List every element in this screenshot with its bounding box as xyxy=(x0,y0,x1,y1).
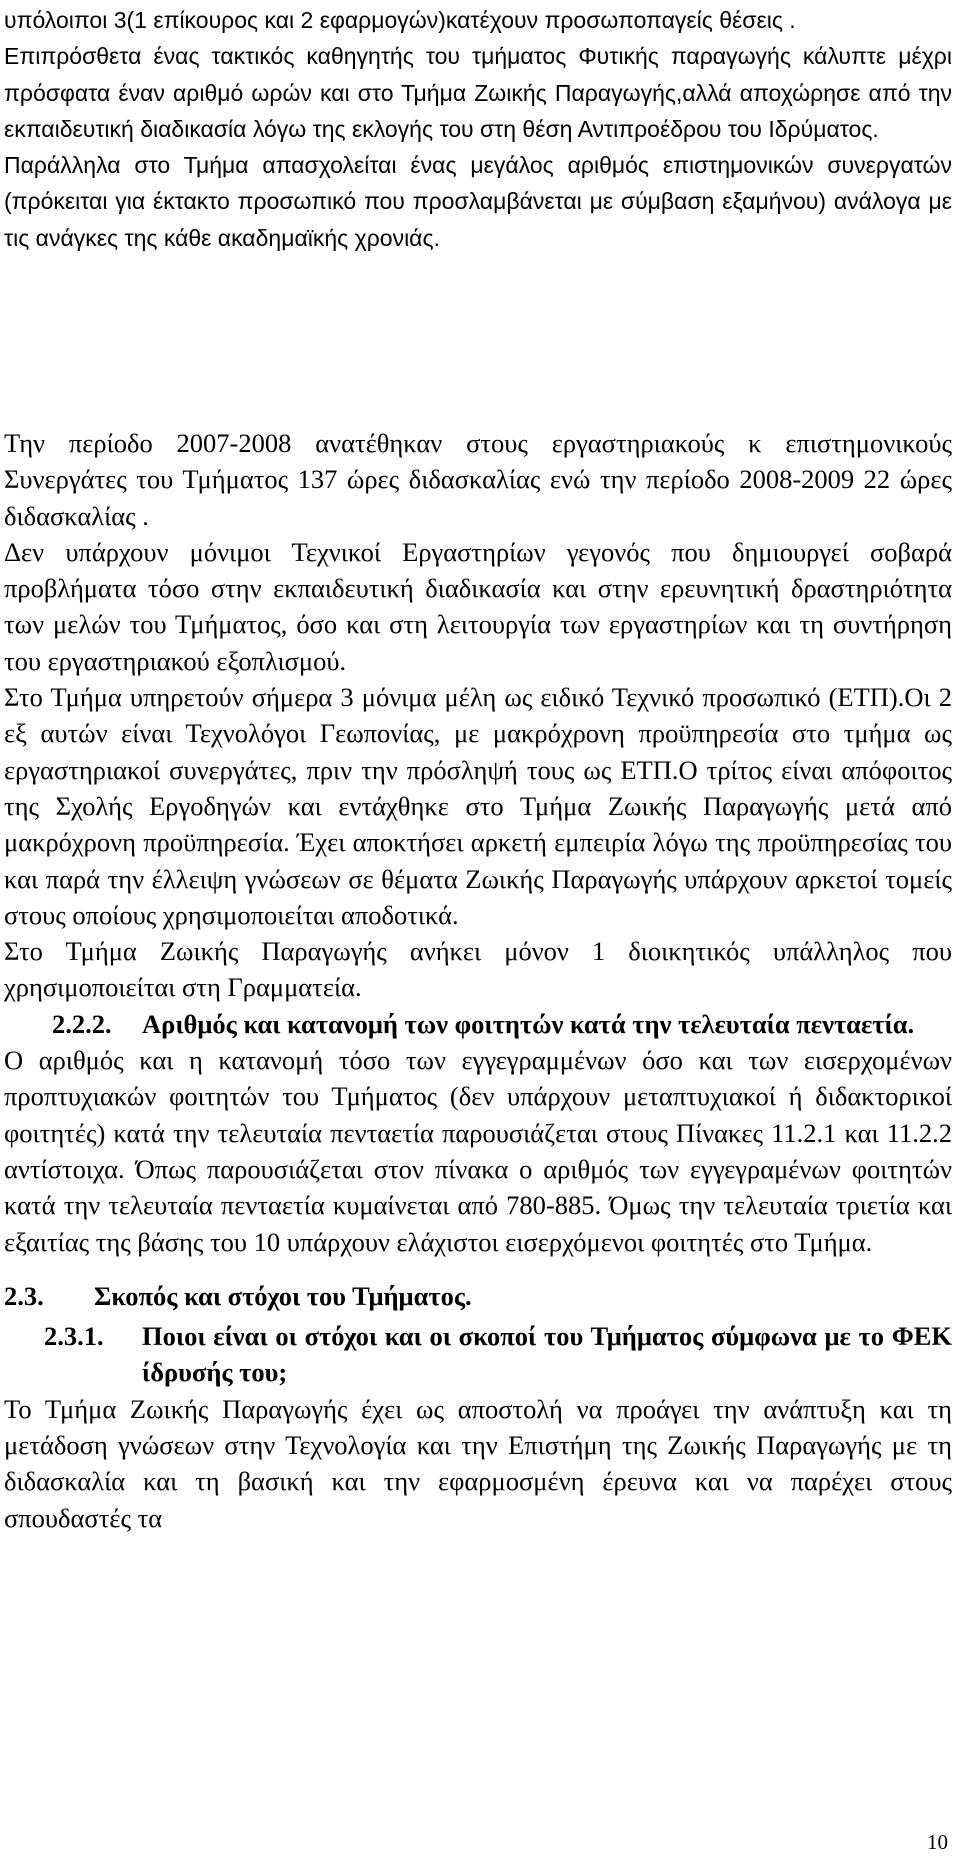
heading-text: Ποιοι είναι οι στόχοι και οι σκοποί του Τμήματος σύμφωνα με το ΦΕΚ ίδρυσής του; xyxy=(142,1321,952,1388)
paragraph-scientific-associates: Παράλληλα στο Τμήμα απασχολείται ένας μεγάλος αριθμός επιστημονικών συνεργατών (πρόκειται για έκτακτο προσωπικό που προσλαμβάνεται με σύμβαση εξαμήνου) ανάλογα με τις ανάγκες της κάθε ακαδημαϊκής χρονιάς. xyxy=(4,152,952,251)
paragraph-administrative: Στο Τμήμα Ζωικής Παραγωγής ανήκει μόνον 1 διοικητικός υπάλληλος που χρησιμοποιείται στη Γραμματεία. xyxy=(4,936,952,1003)
paragraph-lab-technicians: Δεν υπάρχουν μόνιμοι Τεχνικοί Εργαστηρίων γεγονός που δημιουργεί σοβαρά προβλήματα τόσο στην εκπαιδευτική διαδικασία και στην ερευνητική δραστηριότητα των μελών του Τμήματος, όσο και στη λειτουργία των εργαστηρίων και τη συντήρηση του εργαστηριακού εξοπλισμού. xyxy=(4,536,952,676)
paragraph-teaching-hours: Την περίοδο 2007-2008 ανατέθηκαν στους εργαστηριακούς κ επιστημονικούς Συνεργάτες του Τμήματος 137 ώρες διδασκαλίας ενώ την περίοδο 2008-2009 22 ώρες διδασκαλίας . xyxy=(4,428,952,531)
paragraph-student-distribution: Ο αριθμός και η κατανομή τόσο των εγγεγραμμένων όσο και των εισερχομένων προπτυχιακών φοιτητών του Τμήματος (δεν υπάρχουν μεταπτυχιακοί ή διδακτορικοί φοιτητές) κατά την τελευταία πενταετία παρουσιάζεται στους Πίνακες 11.2.1 και 11.2.2 αντίστοιχα. Όπως παρουσιάζεται στον πίνακα ο αριθμός των εγγεγραμένων φοιτητών κατά την τελευταία πενταετία κυμαίνεται από 780-885. Όμως την τελευταία τριετία και εξαιτίας της βάσης του 10 υπάρχουν ελάχιστοι εισερχόμενοι φοιτητές στο Τμήμα. xyxy=(4,1045,952,1257)
sans-section xyxy=(4,2,952,256)
heading-2-3-1 xyxy=(4,1318,952,1391)
heading-number: 2.3.1. xyxy=(44,1321,104,1352)
paragraph-professor-departure: Επιπρόσθετα ένας τακτικός καθηγητής του τμήματος Φυτικής παραγωγής κάλυπτε μέχρι πρόσφατα έναν αριθμό ωρών και στο Τμήμα Ζωικής Παραγωγής,αλλά αποχώρησε από την εκπαιδευτική διαδικασία λόγω της εκλογής του στη θέση Αντιπροέδρου του Ιδρύματος. xyxy=(4,43,952,142)
heading-2-2-2 xyxy=(4,1006,952,1042)
heading-text: Αριθμός και κατανομή των φοιτητών κατά την τελευταία πενταετία. xyxy=(142,1008,915,1039)
heading-number: 2.2.2. xyxy=(52,1008,112,1039)
serif-section xyxy=(4,425,952,1536)
heading-2-3 xyxy=(4,1278,952,1314)
paragraph-mission: Το Τμήμα Ζωικής Παραγωγής έχει ως αποστολή να προάγει την ανάπτυξη και τη μετάδοση γνώσεων στην Τεχνολογία και την Επιστήμη της Ζωικής Παραγωγής με τη διδασκαλία και τη βασική και την εφαρμοσμένη έρευνα και να παρέχει στους σπουδαστές τα xyxy=(4,1393,952,1533)
paragraph-etp-staff: Στο Τμήμα υπηρετούν σήμερα 3 μόνιμα μέλη ως ειδικό Τεχνικό προσωπικό (ΕΤΠ).Οι 2 εξ αυτών είναι Τεχνολόγοι Γεωπονίας, με μακρόχρονη προϋπηρεσία στο τμήμα ως εργαστηριακοί συνεργάτες, πριν την πρόσληψή τους ως ΕΤΠ.Ο τρίτος είναι απόφοιτος της Σχολής Εργοδηγών και εντάχθηκε στο Τμήμα Ζωικής Παραγωγής μετά από μακρόχρονη προϋπηρεσία. Έχει αποκτήσει αρκετή εμπειρία λόγω της προϋπηρεσίας του και παρά την έλλειψη γνώσεων σε θέματα Ζωικής Παραγωγής υπάρχουν αρκετοί τομείς στους οποίους χρησιμοποιείται αποδοτικά. xyxy=(4,682,952,930)
heading-number: 2.3. xyxy=(4,1280,44,1311)
page-number: 10 xyxy=(927,1830,948,1854)
paragraph-remaining-staff: υπόλοιποι 3(1 επίκουρος και 2 εφαρμογών)κατέχουν προσωποπαγείς θέσεις . xyxy=(4,7,796,33)
heading-text: Σκοπός και στόχοι του Τμήματος. xyxy=(94,1280,472,1311)
